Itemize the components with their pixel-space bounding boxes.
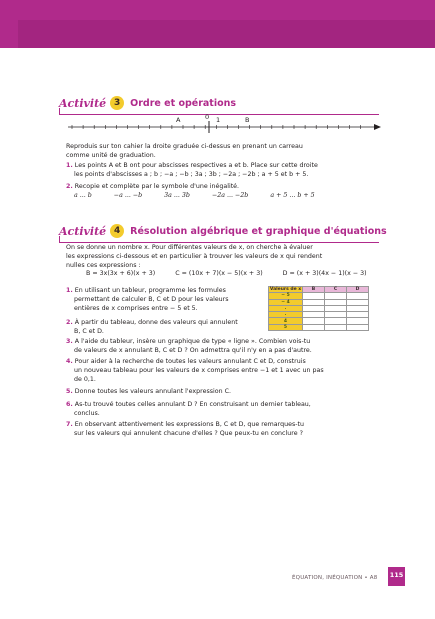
activity-4-question-6 — [66, 400, 371, 418]
table-cell: 5 — [269, 324, 303, 330]
intro-line: comme unité de graduation. — [66, 152, 156, 159]
question-text: Recopie et complète par le symbole d'une inégalité. — [74, 183, 240, 190]
question-text: À partir du tableau, donne des valeurs qui annulent — [74, 319, 238, 326]
question-text: un nouveau tableau pour les valeurs de x comprises entre −1 et 1 avec un pas — [74, 367, 324, 374]
expressions — [86, 270, 367, 277]
question-number: 1. — [66, 162, 73, 169]
top-banner — [0, 0, 435, 48]
table-cell: 4 — [269, 318, 303, 324]
chapter-footer: ÉQUATION, INÉQUATION • A8 — [292, 575, 378, 581]
inequality-item: 3a ... 3b — [164, 192, 190, 199]
table-header-cell: D — [347, 287, 369, 293]
activity-4-intro — [66, 243, 371, 270]
question-text: Les points A et B ont pour abscisses respectives a et b. Place sur cette droite — [74, 162, 318, 169]
page-number: 115 — [388, 567, 405, 586]
number-line — [64, 113, 382, 138]
activity-number-badge: 3 — [110, 96, 124, 110]
question-number: 5. — [66, 388, 73, 395]
activity-4-question-7 — [66, 420, 371, 438]
table-header-cell: B — [303, 287, 325, 293]
activity-title: Ordre et opérations — [130, 97, 237, 109]
table-cell: − 5 — [269, 293, 303, 299]
question-number: 2. — [66, 319, 73, 326]
question-text: sur les valeurs qui annulent chacune d'elles ? Que peux-tu en conclure ? — [74, 430, 303, 437]
question-text: entières de x comprises entre − 5 et 5. — [74, 305, 198, 312]
question-text: de 0,1. — [74, 376, 96, 383]
activity-word: Activité — [59, 96, 107, 110]
table-cell: . — [269, 305, 303, 311]
table-cell: . — [269, 312, 303, 318]
table-header-cell: C — [325, 287, 347, 293]
origin-label: 0 — [205, 113, 210, 121]
question-text: conclus. — [74, 410, 100, 417]
inequality-item: −a ... −b — [113, 192, 143, 199]
question-text: A l'aide du tableur, insère un graphique de type « ligne ». Combien vois-tu — [74, 338, 311, 345]
question-text: Donne toutes les valeurs annulant l'expression C. — [74, 388, 232, 395]
heading-rule — [59, 236, 379, 243]
activity-3-question-1 — [66, 161, 371, 179]
question-text: de valeurs de x annulant B, C et D ? On admettra qu'il n'y en a pas d'autre. — [74, 347, 312, 354]
question-number: 4. — [66, 358, 73, 365]
activity-title: Résolution algébrique et graphique d'équations — [130, 225, 387, 237]
table-cell: − 4 — [269, 299, 303, 305]
expression-b: B = 3x(3x + 6)(x + 3) — [86, 270, 156, 277]
question-text: En observant attentivement les expressions B, C et D, que remarques-tu — [74, 421, 304, 428]
inequality-items — [66, 191, 371, 200]
question-text: B, C et D. — [74, 328, 104, 335]
point-a-label: A — [176, 116, 181, 124]
activity-3-intro — [66, 142, 371, 160]
activity-4-question-1 — [66, 286, 266, 313]
question-text: les points d'abscisses a ; b ; −a ; −b ; 3a ; 3b ; −2a ; −2b ; a + 5 et b + 5. — [74, 171, 309, 178]
intro-line: nulles ces expressions : — [66, 262, 141, 269]
intro-line: Reproduis sur ton cahier la droite graduée ci-dessus en prenant un carreau — [66, 143, 303, 150]
question-text: As-tu trouvé toutes celles annulant D ? En construisant un dernier tableau, — [74, 401, 311, 408]
question-text: permettant de calculer B, C et D pour les valeurs — [74, 296, 229, 303]
activity-4-question-3 — [66, 337, 371, 355]
question-text: Pour aider à la recherche de toutes les valeurs annulant C et D, construis — [74, 358, 306, 365]
table-header-cell: Valeurs de x — [269, 287, 302, 293]
top-banner-stripe — [18, 20, 435, 48]
unit-label: 1 — [216, 116, 221, 124]
intro-line: On se donne un nombre x. Pour différentes valeurs de x, on cherche à évaluer — [66, 244, 313, 251]
point-b-label: B — [245, 116, 250, 124]
activity-4-question-2 — [66, 318, 266, 336]
inequality-item: a ... b — [74, 192, 92, 199]
question-text: En utilisant un tableur, programme les formules — [74, 287, 226, 294]
expression-c: C = (10x + 7)(x − 5)(x + 3) — [175, 270, 263, 277]
activity-word: Activité — [59, 224, 107, 238]
activity-3-question-2 — [66, 182, 371, 200]
question-number: 2. — [66, 183, 73, 190]
inequality-item: a + 5 ... b + 5 — [270, 192, 315, 199]
question-number: 3. — [66, 338, 73, 345]
expression-d: D = (x + 3)(4x − 1)(x − 3) — [282, 270, 367, 277]
inequality-item: −2a ... −2b — [211, 192, 249, 199]
table-row — [269, 324, 369, 330]
question-number: 7. — [66, 421, 73, 428]
number-line-graphic — [64, 116, 382, 138]
spreadsheet-table — [268, 286, 369, 331]
activity-4-question-4 — [66, 357, 371, 384]
heading-rule — [59, 108, 379, 115]
question-number: 6. — [66, 401, 73, 408]
intro-line: les expressions ci-dessous et en particulier à trouver les valeurs de x qui rendent — [66, 253, 323, 260]
question-number: 1. — [66, 287, 73, 294]
activity-number-badge: 4 — [110, 224, 124, 238]
activity-4-question-5 — [66, 387, 371, 396]
